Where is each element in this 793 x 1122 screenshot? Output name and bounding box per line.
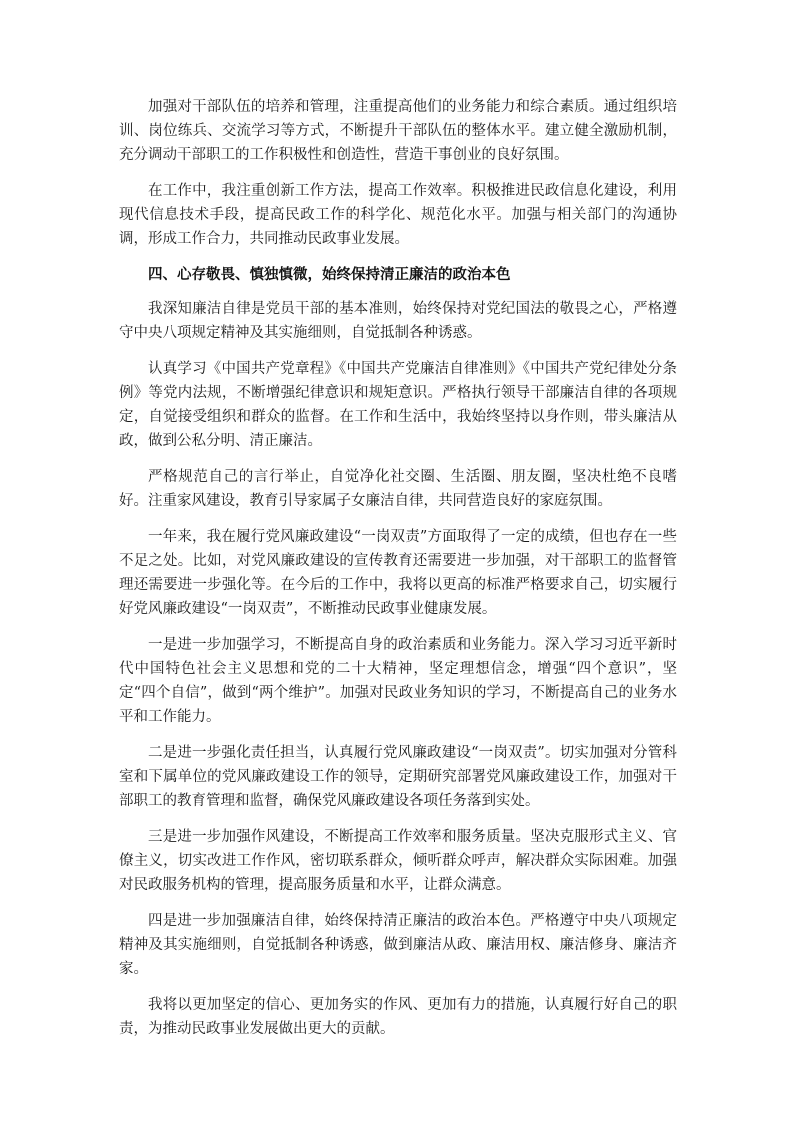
body-paragraph-10: 四是进一步加强廉洁自律，始终保持清正廉洁的政治本色。严格遵守中央八项规定精神及其实施细则，自觉抵制各种诱惑，做到廉洁从政、廉洁用权、廉洁修身、廉洁齐家。 xyxy=(119,913,677,977)
section-heading: 四、心存敬畏、慎独慎微，始终保持清正廉洁的政治本色 xyxy=(148,267,511,283)
body-paragraph-4: 认真学习《中国共产党章程》《中国共产党廉洁自律准则》《中国共产党纪律处分条例》等党内法规，不断增强纪律意识和规矩意识。严格执行领导干部廉洁自律的各项规定，自觉接受组织和群众的监督。在工作和生活中，我始终坚持以身作则，带头廉洁从政，做到公私分明、清正廉洁。 xyxy=(119,361,677,449)
body-paragraph-11: 我将以更加坚定的信心、更加务实的作风、更加有力的措施，认真履行好自己的职责，为推动民政事业发展做出更大的贡献。 xyxy=(119,997,677,1037)
body-paragraph-2: 在工作中，我注重创新工作方法，提高工作效率。积极推进民政信息化建设，利用现代信息技术手段，提高民政工作的科学化、规范化水平。加强与相关部门的沟通协调，形成工作合力，共同推动民政事业发展。 xyxy=(119,183,677,247)
body-paragraph-8: 二是进一步强化责任担当，认真履行党风廉政建设“一岗双责”。切实加强对分管科室和下属单位的党风廉政建设工作的领导，定期研究部署党风廉政建设工作，加强对干部职工的教育管理和监督，确保党风廉政建设各项任务落到实处。 xyxy=(119,745,677,809)
body-paragraph-1: 加强对干部队伍的培养和管理，注重提高他们的业务能力和综合素质。通过组织培训、岗位练兵、交流学习等方式，不断提升干部队伍的整体水平。建立健全激励机制，充分调动干部职工的工作积极性和创造性，营造干事创业的良好氛围。 xyxy=(119,99,677,163)
body-paragraph-9: 三是进一步加强作风建设，不断提高工作效率和服务质量。坚决克服形式主义、官僚主义，切实改进工作作风，密切联系群众，倾听群众呼声，解决群众实际困难。加强对民政服务机构的管理，提高服务质量和水平，让群众满意。 xyxy=(119,829,677,893)
document-body xyxy=(119,95,677,1053)
body-paragraph-5: 严格规范自己的言行举止，自觉净化社交圈、生活圈、朋友圈，坚决杜绝不良嗜好。注重家风建设，教育引导家属子女廉洁自律，共同营造良好的家庭氛围。 xyxy=(119,469,677,509)
body-paragraph-3: 我深知廉洁自律是党员干部的基本准则，始终保持对党纪国法的敬畏之心，严格遵守中央八项规定精神及其实施细则，自觉抵制各种诱惑。 xyxy=(119,301,677,341)
body-paragraph-6: 一年来，我在履行党风廉政建设“一岗双责”方面取得了一定的成绩，但也存在一些不足之处。比如，对党风廉政建设的宣传教育还需要进一步加强，对干部职工的监督管理还需要进一步强化等。在今后的工作中，我将以更高的标准严格要求自己，切实履行好党风廉政建设“一岗双责”，不断推动民政事业健康发展。 xyxy=(119,529,677,617)
body-paragraph-7: 一是进一步加强学习，不断提高自身的政治素质和业务能力。深入学习习近平新时代中国特色社会主义思想和党的二十大精神，坚定理想信念，增强“四个意识”，坚定“四个自信”，做到“两个维护”。加强对民政业务知识的学习，不断提高自己的业务水平和工作能力。 xyxy=(119,637,677,725)
